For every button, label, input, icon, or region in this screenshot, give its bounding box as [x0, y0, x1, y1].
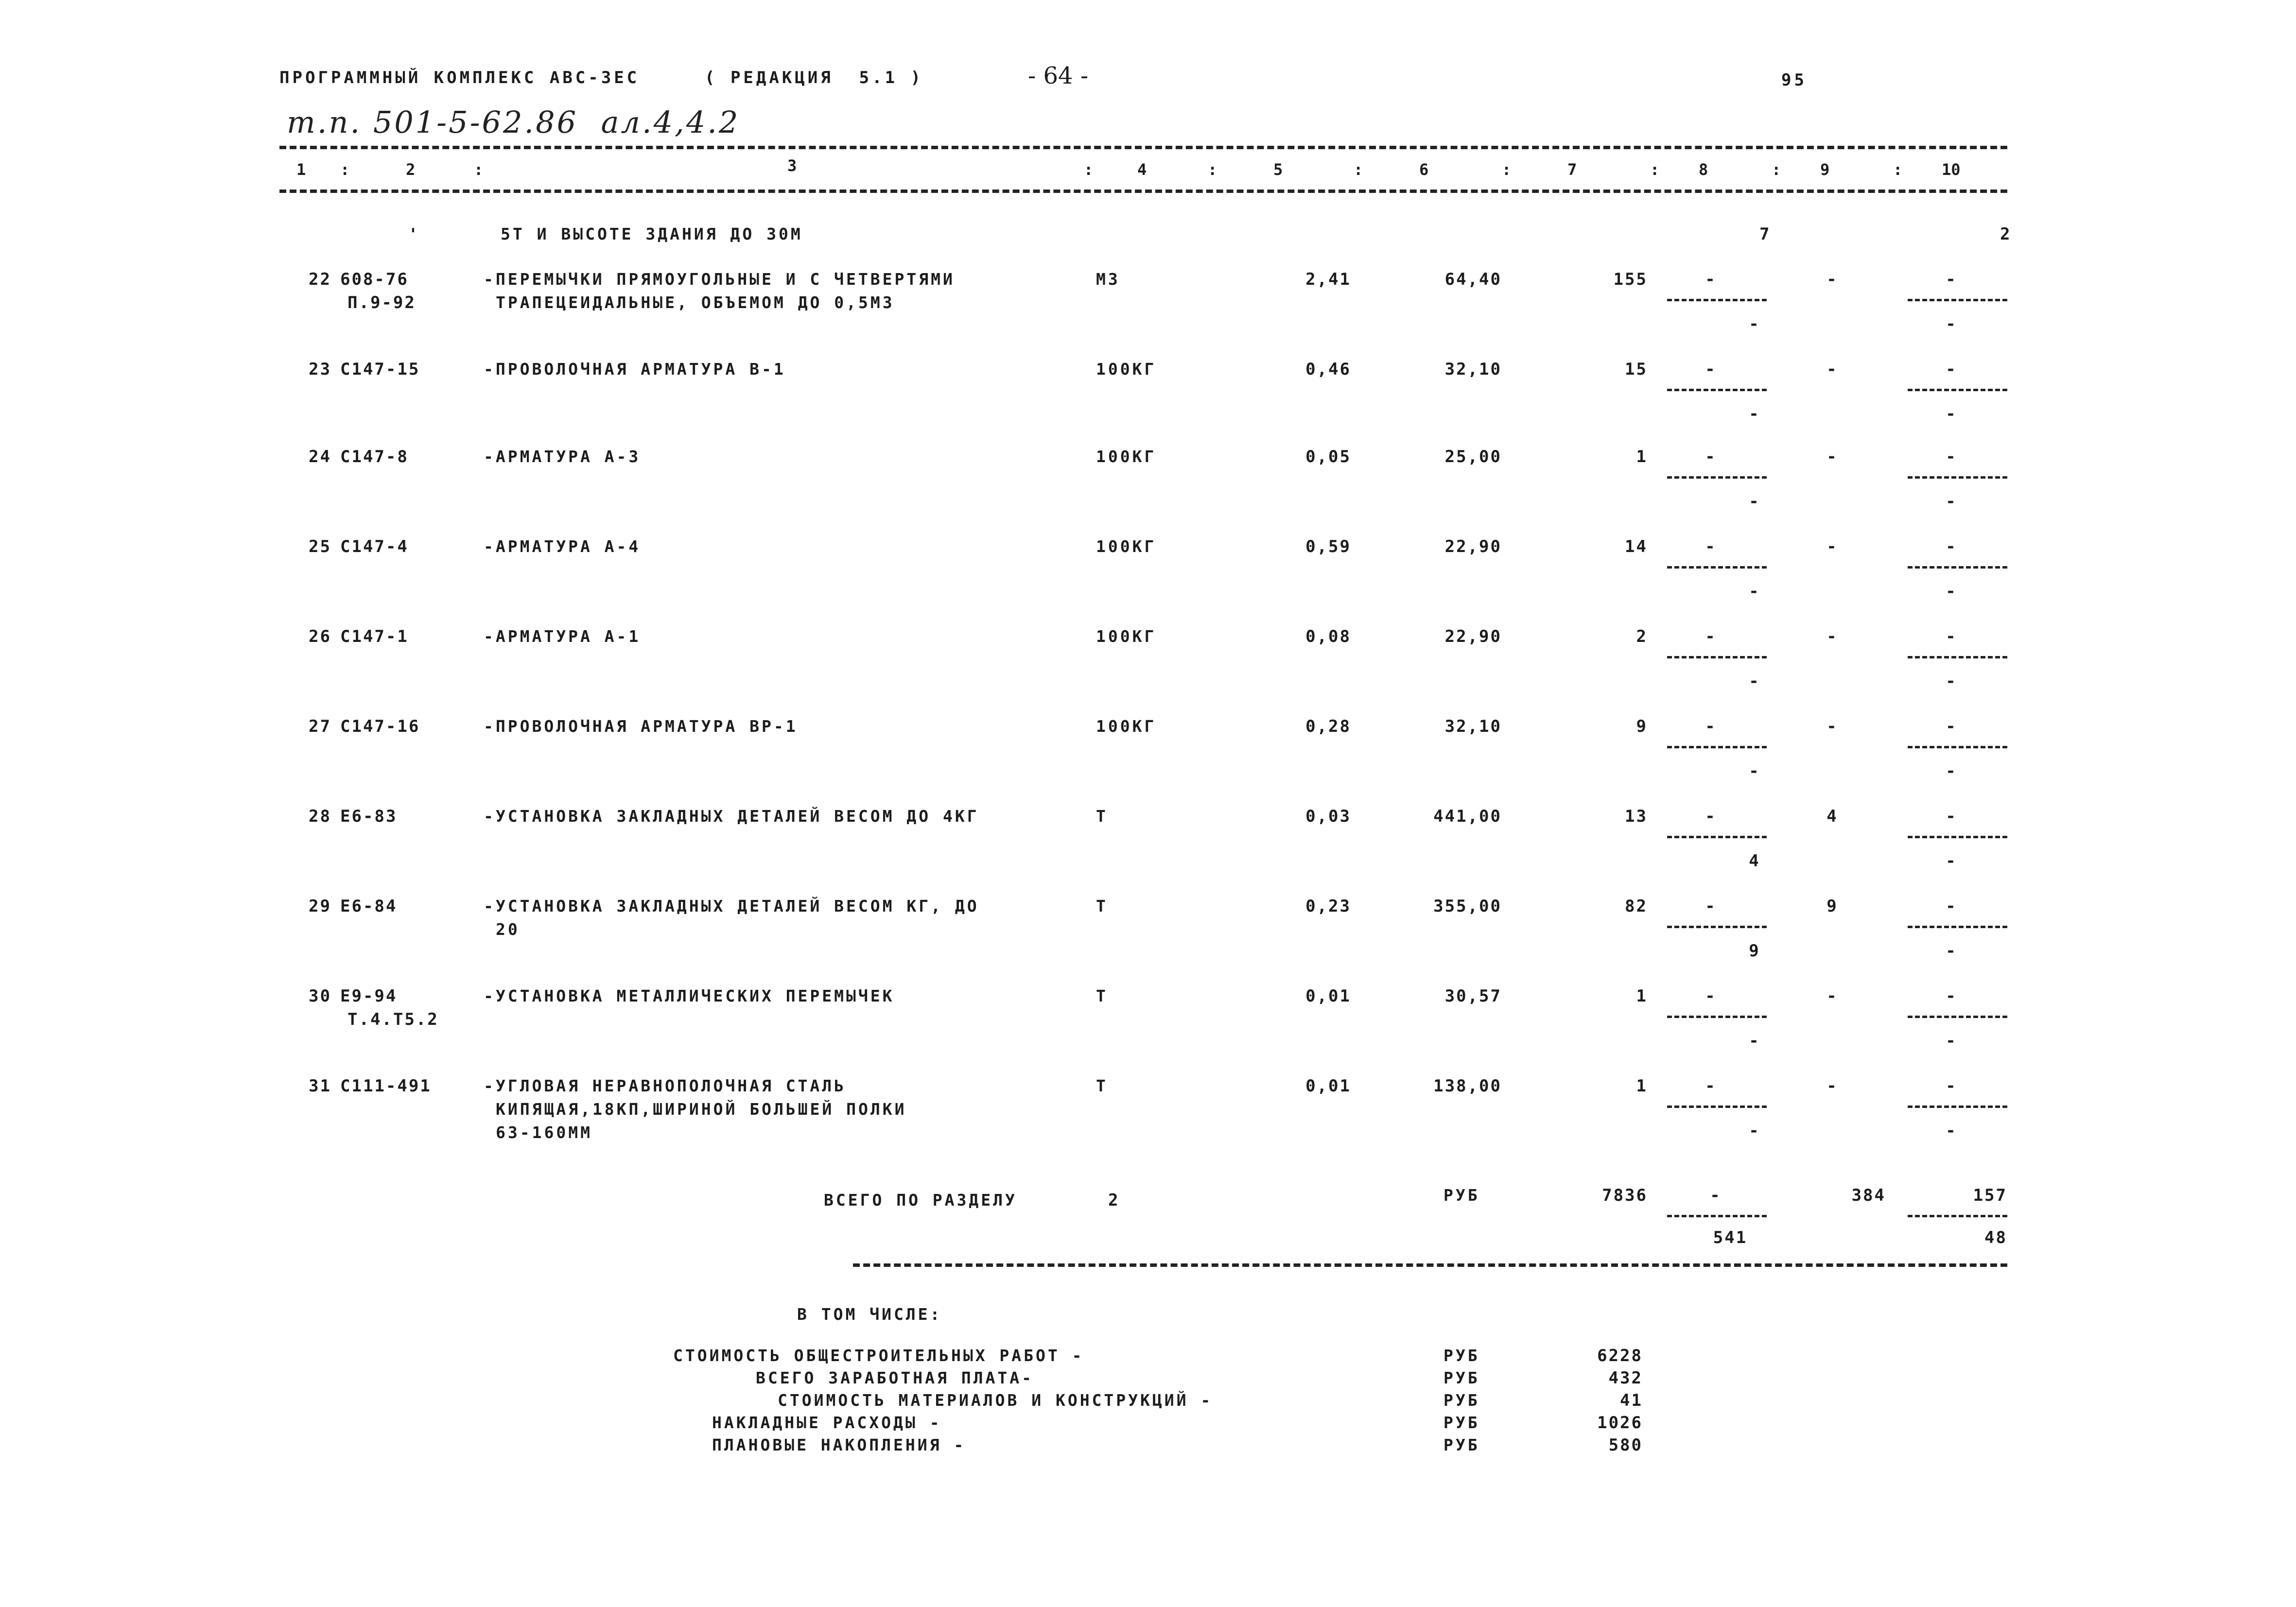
row-unit: М3	[1096, 270, 1120, 289]
row-col10-lower: -	[1946, 1031, 1957, 1051]
row-total: 13	[1625, 807, 1648, 826]
row-name: -ПРОВОЛОЧНАЯ АРМАТУРА В-1	[484, 360, 786, 379]
row-code: Е9-94	[340, 986, 398, 1006]
row-quantity: 0,23	[1305, 897, 1351, 916]
row-unit: 100КГ	[1096, 360, 1157, 379]
row-code: 608-76	[340, 270, 409, 289]
section-total-unit: РУБ	[1444, 1186, 1480, 1205]
section-total-col8: -	[1710, 1186, 1722, 1205]
section-total-count: 2	[1108, 1191, 1120, 1210]
row-price: 32,10	[1444, 717, 1502, 736]
breakdown-value: 580	[1608, 1435, 1643, 1455]
breakdown-label: ПЛАНОВЫЕ НАКОПЛЕНИЯ -	[712, 1435, 966, 1454]
row-col8-lower: -	[1749, 314, 1760, 334]
page-number: - 64 -	[1028, 62, 1089, 89]
row-unit: Т	[1096, 986, 1108, 1005]
row-code: Е6-83	[340, 807, 398, 826]
row-quantity: 0,46	[1305, 360, 1351, 379]
sheet-number: 95	[1781, 70, 1807, 90]
row-code: С147-1	[340, 627, 409, 646]
row-quantity: 0,28	[1305, 717, 1351, 736]
row-col8-rule	[1667, 566, 1767, 569]
row-col10-rule	[1908, 299, 2007, 301]
row-price: 25,00	[1444, 447, 1502, 467]
breakdown-unit: РУБ	[1444, 1368, 1480, 1387]
row-col8-lower: -	[1749, 1031, 1760, 1051]
header-rule-top	[279, 146, 2007, 149]
row-price: 138,00	[1433, 1076, 1502, 1096]
row-col9: 9	[1826, 897, 1838, 916]
section-total-col10-lower: 48	[1984, 1228, 2007, 1247]
row-col9: -	[1826, 270, 1838, 289]
row-code-extra: Т.4.Т5.2	[348, 1010, 439, 1029]
section-total-rule	[853, 1263, 2007, 1267]
edition-label: ( РЕДАКЦИЯ 5.1 )	[705, 68, 923, 87]
row-quantity: 0,01	[1305, 1076, 1351, 1096]
row-price: 441,00	[1433, 807, 1502, 826]
row-name: -ПРОВОЛОЧНАЯ АРМАТУРА ВР-1	[484, 717, 798, 736]
row-number: 27	[309, 717, 331, 736]
row-code: Е6-84	[340, 897, 398, 916]
row-col8-rule	[1667, 836, 1767, 838]
row-col8-lower: -	[1749, 672, 1760, 691]
row-name: -АРМАТУРА А-4	[484, 537, 641, 556]
row-col8-lower: -	[1749, 1121, 1760, 1140]
row-code: С147-15	[340, 360, 420, 379]
row-total: 14	[1625, 537, 1648, 556]
row-number: 28	[309, 807, 331, 826]
row-col8-rule	[1667, 746, 1767, 748]
row-col10-rule	[1908, 1016, 2007, 1018]
row-name: -УГЛОВАЯ НЕРАВНОПОЛОЧНАЯ СТАЛЬ	[484, 1076, 847, 1095]
row-unit: Т	[1096, 807, 1108, 826]
breakdown-unit: РУБ	[1444, 1413, 1480, 1432]
row-name-line2: 20	[496, 920, 520, 939]
row-name-line3: 63-160ММ	[496, 1123, 592, 1142]
column-separator: :	[1502, 160, 1512, 179]
column-number: 6	[1419, 160, 1429, 179]
row-total: 82	[1625, 897, 1648, 916]
row-total: 1	[1636, 986, 1648, 1006]
row-col8: -	[1705, 986, 1717, 1006]
row-col8: -	[1705, 270, 1717, 289]
row-col8: -	[1705, 627, 1717, 646]
row-name: -УСТАНОВКА ЗАКЛАДНЫХ ДЕТАЛЕЙ ВЕСОМ ДО 4КГ	[484, 807, 979, 826]
row-unit: Т	[1096, 897, 1108, 916]
row-col10-rule	[1908, 566, 2007, 569]
row-col8: -	[1705, 1076, 1717, 1096]
row-col10: -	[1946, 537, 1957, 556]
row-col8: -	[1705, 447, 1717, 467]
row-unit: 100КГ	[1096, 447, 1157, 466]
header-rule-bottom	[279, 190, 2007, 193]
row-col9: -	[1826, 537, 1838, 556]
row-number: 30	[309, 986, 331, 1006]
column-number: 4	[1137, 160, 1147, 179]
row-price: 355,00	[1433, 897, 1502, 916]
column-number: 5	[1273, 160, 1283, 179]
row-col10-lower: -	[1946, 1121, 1957, 1140]
section-total-col8-lower: 541	[1713, 1228, 1748, 1247]
row-col8-rule	[1667, 1016, 1767, 1018]
row-col10: -	[1946, 807, 1957, 826]
column-number: 7	[1567, 160, 1577, 179]
breakdown-value: 41	[1620, 1391, 1643, 1410]
row-quantity: 0,59	[1305, 537, 1351, 556]
row-unit: 100КГ	[1096, 717, 1157, 736]
column-separator: :	[1650, 160, 1660, 179]
row-col8-lower: 9	[1749, 941, 1760, 961]
row-name-line2: ТРАПЕЦЕИДАЛЬНЫЕ, ОБЪЕМОМ ДО 0,5М3	[496, 293, 895, 312]
column-separator: :	[1354, 160, 1363, 179]
program-title: ПРОГРАММНЫЙ КОМПЛЕКС АВС-3ЕС	[279, 68, 640, 87]
row-col8-rule	[1667, 926, 1767, 928]
row-price: 32,10	[1444, 360, 1502, 379]
row-col8: -	[1705, 717, 1717, 736]
row-col10-rule	[1908, 746, 2007, 748]
row-code-extra: П.9-92	[348, 293, 416, 312]
row-code: С147-16	[340, 717, 420, 736]
row-name: -УСТАНОВКА МЕТАЛЛИЧЕСКИХ ПЕРЕМЫЧЕК	[484, 986, 895, 1005]
column-separator: :	[1893, 160, 1903, 179]
row-col10: -	[1946, 1076, 1957, 1096]
row-col10-lower: -	[1946, 761, 1957, 781]
breakdown-value: 432	[1608, 1368, 1643, 1388]
row-col8: -	[1705, 807, 1717, 826]
row-code: С111-491	[340, 1076, 432, 1096]
breakdown-value: 6228	[1597, 1346, 1643, 1365]
column-separator: :	[1208, 160, 1218, 179]
row-code: С147-8	[340, 447, 409, 467]
row-col8-lower: -	[1749, 761, 1760, 781]
row-col10-rule	[1908, 476, 2007, 479]
row-col8: -	[1705, 360, 1717, 379]
row-col10-lower: -	[1946, 582, 1957, 601]
row-col10: -	[1946, 270, 1957, 289]
row-col8-lower: -	[1749, 582, 1760, 601]
row-total: 2	[1636, 627, 1648, 646]
row-col10-rule	[1908, 389, 2007, 391]
row-col10: -	[1946, 627, 1957, 646]
row-quantity: 0,08	[1305, 627, 1351, 646]
breakdown-value: 1026	[1597, 1413, 1643, 1433]
row-number: 24	[309, 447, 331, 467]
handwritten-reference: т.п. 501-5-62.86 ал.4,4.2	[287, 104, 740, 140]
row-quantity: 0,01	[1305, 986, 1351, 1006]
row-name: -АРМАТУРА А-1	[484, 627, 641, 646]
row-col10-rule	[1908, 1106, 2007, 1108]
row-col10: -	[1946, 360, 1957, 379]
row-col9: -	[1826, 360, 1838, 379]
row-unit: Т	[1096, 1076, 1108, 1095]
row-unit: 100КГ	[1096, 627, 1157, 646]
section-total-col10: 157	[1973, 1186, 2007, 1205]
row-total: 1	[1636, 1076, 1648, 1096]
row-col10-lower: -	[1946, 672, 1957, 691]
row-price: 30,57	[1444, 986, 1502, 1006]
breakdown-label: НАКЛАДНЫЕ РАСХОДЫ -	[712, 1413, 942, 1432]
row-name: -АРМАТУРА А-3	[484, 447, 641, 466]
section-note-mark: '	[408, 225, 420, 243]
row-number: 31	[309, 1076, 331, 1096]
section-total-sum: 7836	[1602, 1186, 1648, 1205]
row-unit: 100КГ	[1096, 537, 1157, 556]
row-number: 26	[309, 627, 331, 646]
section-note-col10: 2	[2000, 225, 2012, 244]
column-number: 9	[1820, 160, 1830, 179]
row-quantity: 2,41	[1305, 270, 1351, 289]
row-quantity: 0,03	[1305, 807, 1351, 826]
row-col10: -	[1946, 986, 1957, 1006]
row-col9: -	[1826, 447, 1838, 467]
row-col10-lower: -	[1946, 492, 1957, 511]
row-name: -ПЕРЕМЫЧКИ ПРЯМОУГОЛЬНЫЕ И С ЧЕТВЕРТЯМИ	[484, 270, 955, 289]
row-col8: -	[1705, 537, 1717, 556]
column-number: 1	[296, 160, 306, 179]
row-col10: -	[1946, 447, 1957, 467]
row-code: С147-4	[340, 537, 409, 556]
row-total: 9	[1636, 717, 1648, 736]
column-separator: :	[1084, 160, 1094, 179]
column-separator: :	[340, 160, 350, 179]
row-col9: -	[1826, 1076, 1838, 1096]
row-col8-rule	[1667, 476, 1767, 479]
column-number: 3	[787, 156, 797, 175]
breakdown-title: В ТОМ ЧИСЛЕ:	[797, 1305, 942, 1324]
row-name: -УСТАНОВКА ЗАКЛАДНЫХ ДЕТАЛЕЙ ВЕСОМ КГ, ДО	[484, 897, 979, 916]
column-separator: :	[1772, 160, 1781, 179]
row-col8-rule	[1667, 1106, 1767, 1108]
row-number: 29	[309, 897, 331, 916]
row-price: 64,40	[1444, 270, 1502, 289]
row-col9: -	[1826, 986, 1838, 1006]
column-number: 8	[1699, 160, 1708, 179]
row-total: 155	[1613, 270, 1648, 289]
row-col9: 4	[1826, 807, 1838, 826]
column-number: 10	[1942, 160, 1961, 179]
row-number: 25	[309, 537, 331, 556]
row-col10-lower: -	[1946, 941, 1957, 961]
row-col8-rule	[1667, 656, 1767, 658]
row-col10-lower: -	[1946, 314, 1957, 334]
breakdown-unit: РУБ	[1444, 1391, 1480, 1410]
row-col8-lower: -	[1749, 404, 1760, 424]
section-total-col8-rule	[1667, 1215, 1767, 1217]
section-note-col8: 7	[1759, 225, 1771, 244]
row-col10: -	[1946, 717, 1957, 736]
row-col10-lower: -	[1946, 851, 1957, 871]
row-col8-rule	[1667, 299, 1767, 301]
row-number: 23	[309, 360, 331, 379]
section-note-text: 5Т И ВЫСОТЕ ЗДАНИЯ ДО 30М	[501, 225, 803, 243]
row-price: 22,90	[1444, 627, 1502, 646]
column-number: 2	[406, 160, 416, 179]
row-col10: -	[1946, 897, 1957, 916]
breakdown-label: СТОИМОСТЬ МАТЕРИАЛОВ И КОНСТРУКЦИЙ -	[778, 1391, 1213, 1410]
row-name-line2: КИПЯЩАЯ,18КП,ШИРИНОЙ БОЛЬШЕЙ ПОЛКИ	[496, 1100, 907, 1119]
breakdown-unit: РУБ	[1444, 1346, 1480, 1365]
row-total: 1	[1636, 447, 1648, 467]
section-total-col10-rule	[1908, 1215, 2007, 1217]
breakdown-label: СТОИМОСТЬ ОБЩЕСТРОИТЕЛЬНЫХ РАБОТ -	[673, 1346, 1084, 1365]
row-col10-lower: -	[1946, 404, 1957, 424]
breakdown-label: ВСЕГО ЗАРАБОТНАЯ ПЛАТА-	[756, 1368, 1034, 1387]
row-col8-lower: 4	[1749, 851, 1760, 871]
breakdown-unit: РУБ	[1444, 1435, 1480, 1454]
row-number: 22	[309, 270, 331, 289]
row-price: 22,90	[1444, 537, 1502, 556]
row-col8-lower: -	[1749, 492, 1760, 511]
row-col10-rule	[1908, 836, 2007, 838]
row-col9: -	[1826, 627, 1838, 646]
section-total-col9: 384	[1851, 1186, 1886, 1205]
row-col9: -	[1826, 717, 1838, 736]
row-quantity: 0,05	[1305, 447, 1351, 467]
row-col10-rule	[1908, 926, 2007, 928]
column-separator: :	[474, 160, 484, 179]
row-col10-rule	[1908, 656, 2007, 658]
row-col8-rule	[1667, 389, 1767, 391]
section-total-label: ВСЕГО ПО РАЗДЕЛУ	[824, 1191, 1017, 1210]
row-total: 15	[1625, 360, 1648, 379]
row-col8: -	[1705, 897, 1717, 916]
